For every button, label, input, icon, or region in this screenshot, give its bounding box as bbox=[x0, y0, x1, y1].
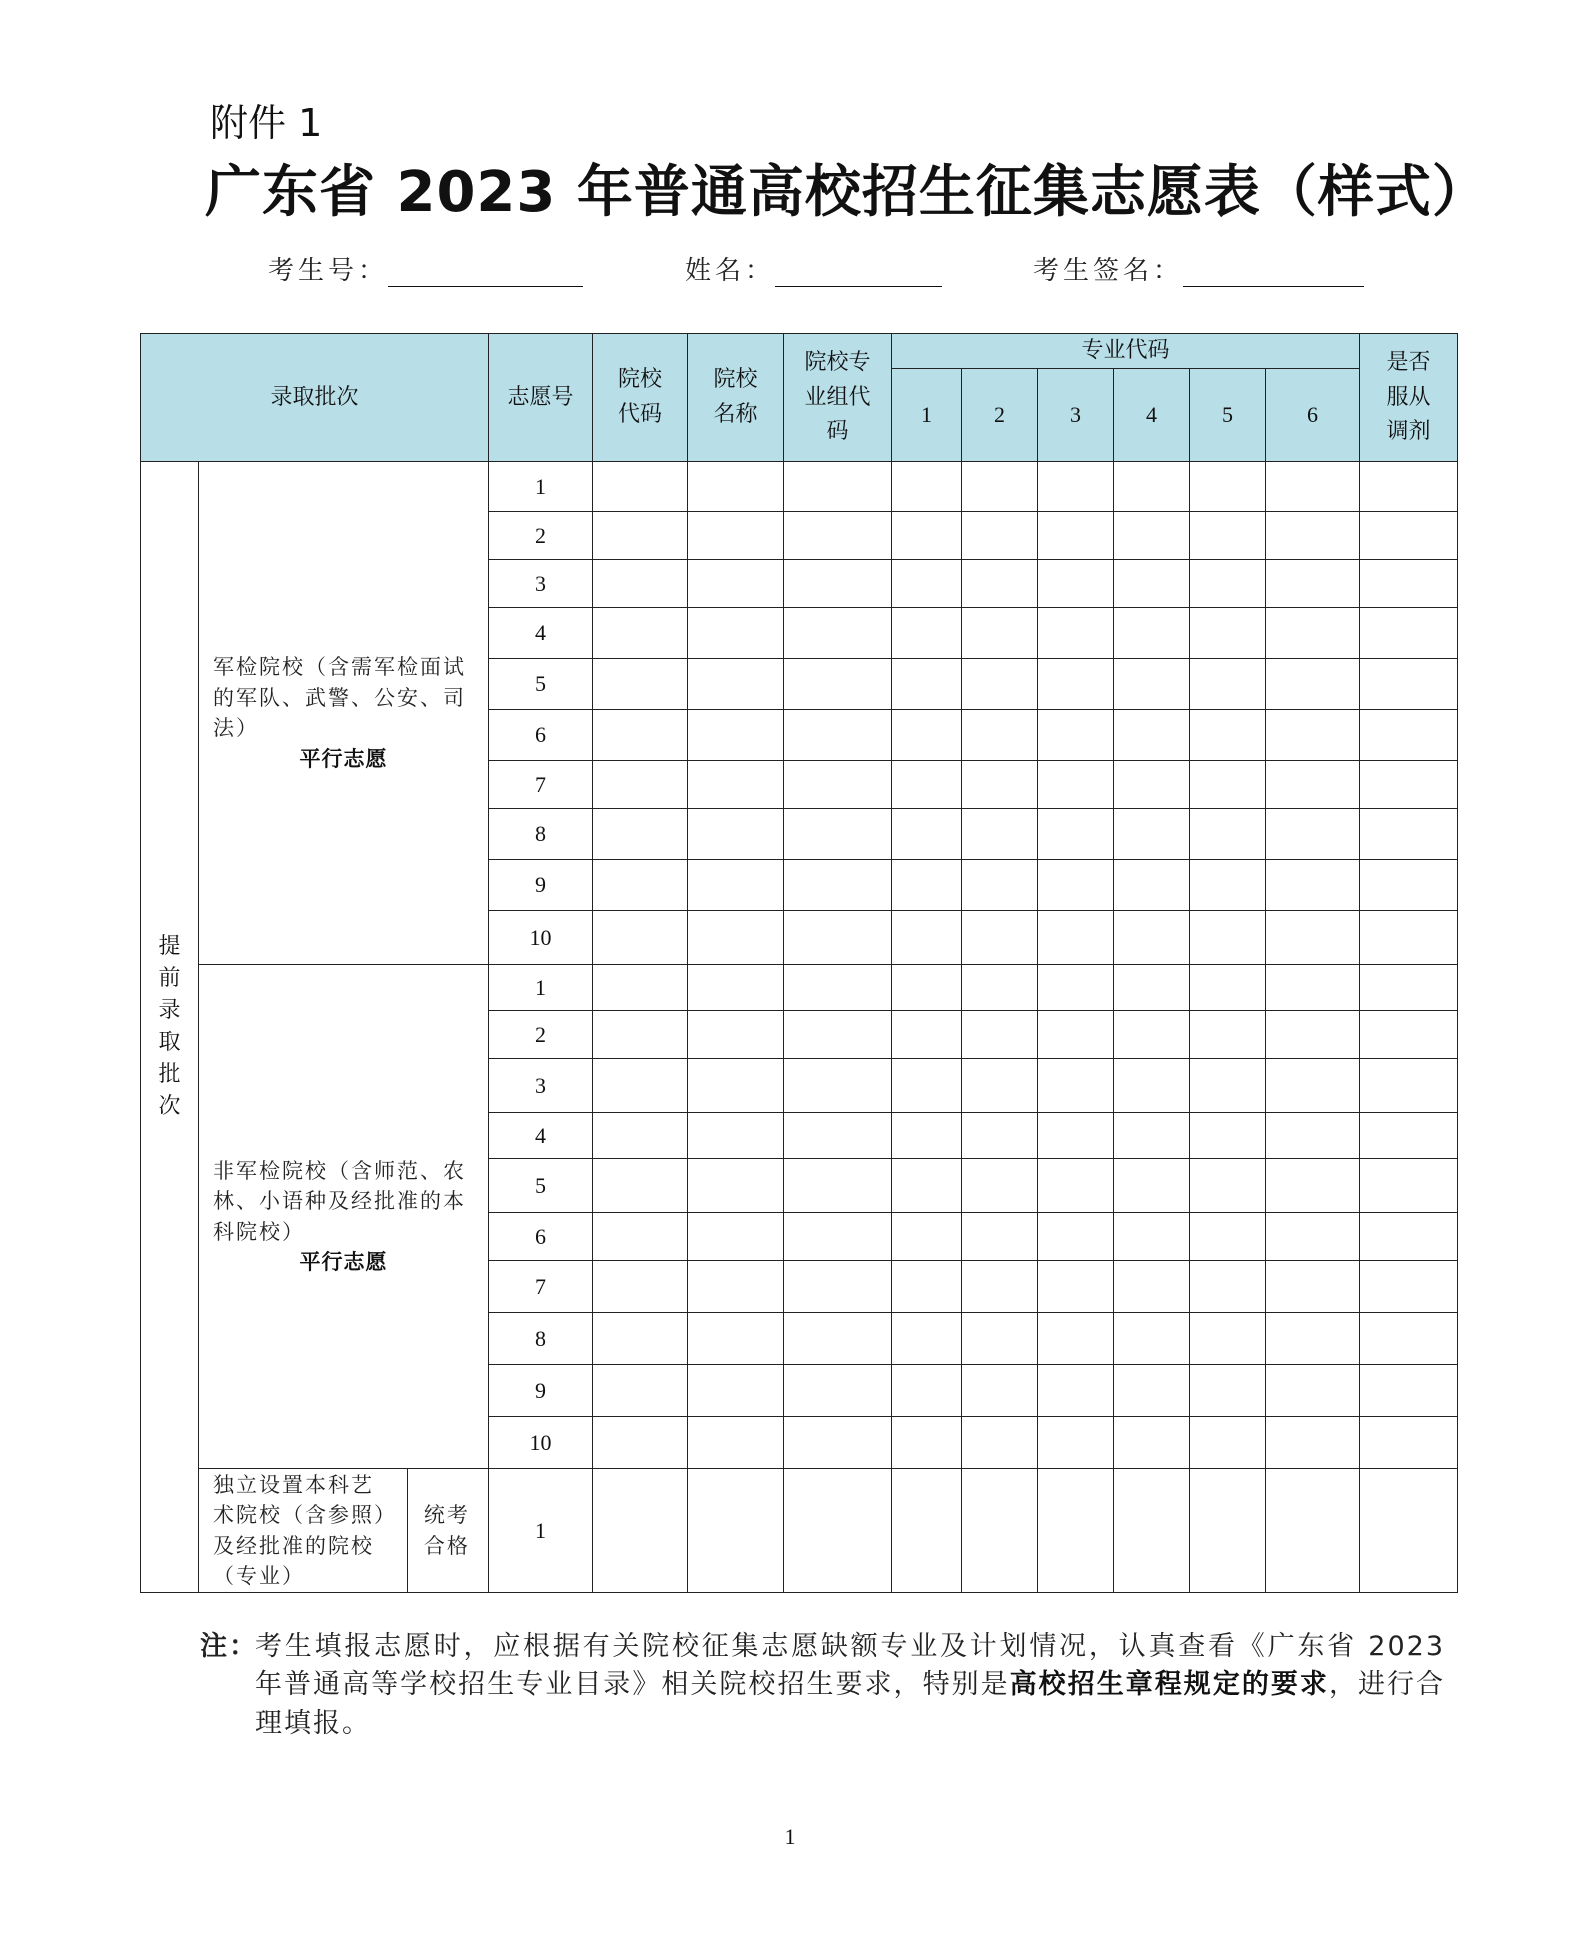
choice-cell-2[interactable] bbox=[688, 1261, 784, 1313]
choice-cell-5[interactable] bbox=[962, 965, 1038, 1011]
choice-cell-9[interactable] bbox=[1266, 965, 1360, 1011]
choice-cell-3[interactable] bbox=[784, 1365, 892, 1417]
choice-cell-7[interactable] bbox=[1114, 710, 1190, 761]
choice-cell-8[interactable] bbox=[1190, 560, 1266, 608]
choice-cell-2[interactable] bbox=[688, 560, 784, 608]
choice-cell-6[interactable] bbox=[1038, 560, 1114, 608]
choice-cell-7[interactable] bbox=[1114, 911, 1190, 965]
choice-cell-10[interactable] bbox=[1360, 560, 1458, 608]
choice-cell-4[interactable] bbox=[892, 1313, 962, 1365]
art-cell-4[interactable] bbox=[892, 1469, 962, 1593]
choice-cell-2[interactable] bbox=[688, 1313, 784, 1365]
choice-cell-5[interactable] bbox=[962, 1113, 1038, 1159]
choice-cell-9[interactable] bbox=[1266, 1365, 1360, 1417]
choice-number: 4 bbox=[489, 1113, 593, 1159]
exam-number-label: 考生号： bbox=[268, 256, 389, 286]
choice-cell-8[interactable] bbox=[1190, 1313, 1266, 1365]
choice-cell-1[interactable] bbox=[593, 1011, 688, 1059]
choice-cell-1[interactable] bbox=[593, 965, 688, 1011]
choice-cell-7[interactable] bbox=[1114, 659, 1190, 710]
choice-cell-7[interactable] bbox=[1114, 860, 1190, 911]
art-cell-1[interactable] bbox=[593, 1469, 688, 1593]
choice-cell-2[interactable] bbox=[688, 512, 784, 560]
choice-cell-9[interactable] bbox=[1266, 860, 1360, 911]
choice-cell-4[interactable] bbox=[892, 1113, 962, 1159]
choice-cell-7[interactable] bbox=[1114, 462, 1190, 512]
choice-cell-4[interactable] bbox=[892, 1365, 962, 1417]
batch-label: 提前录取批次 bbox=[158, 934, 181, 1119]
choice-cell-8[interactable] bbox=[1190, 965, 1266, 1011]
choice-cell-4[interactable] bbox=[892, 809, 962, 860]
choice-cell-10[interactable] bbox=[1360, 965, 1458, 1011]
choice-cell-6[interactable] bbox=[1038, 710, 1114, 761]
choice-number: 9 bbox=[489, 1365, 593, 1417]
choice-cell-7[interactable] bbox=[1114, 512, 1190, 560]
choice-cell-6[interactable] bbox=[1038, 462, 1114, 512]
choice-number: 10 bbox=[489, 911, 593, 965]
choice-cell-6[interactable] bbox=[1038, 809, 1114, 860]
header-major-col-1: 1 bbox=[892, 369, 962, 462]
choice-cell-6[interactable] bbox=[1038, 659, 1114, 710]
choice-cell-3[interactable] bbox=[784, 1011, 892, 1059]
choice-cell-3[interactable] bbox=[784, 1213, 892, 1261]
choice-cell-4[interactable] bbox=[892, 659, 962, 710]
choice-number: 3 bbox=[489, 560, 593, 608]
choice-cell-3[interactable] bbox=[784, 1159, 892, 1213]
choice-number: 4 bbox=[489, 608, 593, 659]
choice-cell-9[interactable] bbox=[1266, 1213, 1360, 1261]
choice-number: 9 bbox=[489, 860, 593, 911]
art-cell-10[interactable] bbox=[1360, 1469, 1458, 1593]
group-sub-label: 平行志愿 bbox=[299, 1250, 388, 1275]
choice-cell-5[interactable] bbox=[962, 608, 1038, 659]
choice-cell-5[interactable] bbox=[962, 560, 1038, 608]
choice-cell-8[interactable] bbox=[1190, 761, 1266, 809]
choice-cell-6[interactable] bbox=[1038, 1417, 1114, 1469]
choice-cell-8[interactable] bbox=[1190, 1059, 1266, 1113]
choice-cell-8[interactable] bbox=[1190, 809, 1266, 860]
choice-cell-8[interactable] bbox=[1190, 1213, 1266, 1261]
choice-cell-5[interactable] bbox=[962, 1011, 1038, 1059]
choice-cell-4[interactable] bbox=[892, 560, 962, 608]
choice-cell-5[interactable] bbox=[962, 1417, 1038, 1469]
signature-label: 考生签名： bbox=[1033, 256, 1184, 286]
choice-number: 1 bbox=[489, 462, 593, 512]
choice-cell-5[interactable] bbox=[962, 710, 1038, 761]
choice-cell-4[interactable] bbox=[892, 1159, 962, 1213]
choice-cell-4[interactable] bbox=[892, 1417, 962, 1469]
choice-cell-9[interactable] bbox=[1266, 659, 1360, 710]
art-cell-3[interactable] bbox=[784, 1469, 892, 1593]
choice-cell-3[interactable] bbox=[784, 1417, 892, 1469]
choice-cell-1[interactable] bbox=[593, 1159, 688, 1213]
choice-cell-7[interactable] bbox=[1114, 1313, 1190, 1365]
choice-cell-1[interactable] bbox=[593, 1213, 688, 1261]
candidate-fields bbox=[0, 250, 1580, 290]
choice-cell-1[interactable] bbox=[593, 710, 688, 761]
choice-cell-8[interactable] bbox=[1190, 608, 1266, 659]
choice-cell-6[interactable] bbox=[1038, 1059, 1114, 1113]
choice-number: 8 bbox=[489, 1313, 593, 1365]
art-cell-5[interactable] bbox=[962, 1469, 1038, 1593]
choice-cell-9[interactable] bbox=[1266, 1059, 1360, 1113]
footnote-bold: 高校招生章程规定的要求 bbox=[1009, 1669, 1329, 1701]
choice-cell-5[interactable] bbox=[962, 1059, 1038, 1113]
choice-cell-3[interactable] bbox=[784, 965, 892, 1011]
choice-cell-8[interactable] bbox=[1190, 860, 1266, 911]
choice-cell-2[interactable] bbox=[688, 608, 784, 659]
choice-cell-7[interactable] bbox=[1114, 965, 1190, 1011]
footnote bbox=[200, 1628, 1445, 1743]
choice-cell-7[interactable] bbox=[1114, 1417, 1190, 1469]
choice-number: 5 bbox=[489, 1159, 593, 1213]
choice-cell-1[interactable] bbox=[593, 1261, 688, 1313]
name-blank[interactable] bbox=[775, 256, 942, 287]
choice-cell-10[interactable] bbox=[1360, 462, 1458, 512]
choice-cell-3[interactable] bbox=[784, 1313, 892, 1365]
choice-cell-1[interactable] bbox=[593, 761, 688, 809]
header-batch: 录取批次 bbox=[141, 334, 489, 462]
choice-cell-10[interactable] bbox=[1360, 809, 1458, 860]
signature-field[interactable] bbox=[1033, 250, 1364, 287]
choice-cell-7[interactable] bbox=[1114, 608, 1190, 659]
choice-cell-1[interactable] bbox=[593, 1059, 688, 1113]
choice-cell-5[interactable] bbox=[962, 462, 1038, 512]
choice-number: 7 bbox=[489, 1261, 593, 1313]
choice-cell-10[interactable] bbox=[1360, 761, 1458, 809]
choice-cell-6[interactable] bbox=[1038, 1159, 1114, 1213]
header-school-code: 院校代码 bbox=[593, 334, 688, 462]
choice-cell-4[interactable] bbox=[892, 462, 962, 512]
choice-cell-8[interactable] bbox=[1190, 1011, 1266, 1059]
choice-cell-5[interactable] bbox=[962, 512, 1038, 560]
choice-cell-10[interactable] bbox=[1360, 1059, 1458, 1113]
choice-cell-5[interactable] bbox=[962, 1213, 1038, 1261]
choice-cell-7[interactable] bbox=[1114, 1059, 1190, 1113]
choice-cell-2[interactable] bbox=[688, 1059, 784, 1113]
header-major-col-5: 5 bbox=[1190, 369, 1266, 462]
choice-cell-1[interactable] bbox=[593, 860, 688, 911]
choice-cell-1[interactable] bbox=[593, 809, 688, 860]
choice-cell-2[interactable] bbox=[688, 761, 784, 809]
choice-cell-4[interactable] bbox=[892, 710, 962, 761]
choice-cell-10[interactable] bbox=[1360, 1113, 1458, 1159]
choice-cell-8[interactable] bbox=[1190, 512, 1266, 560]
choice-cell-3[interactable] bbox=[784, 1261, 892, 1313]
choice-cell-6[interactable] bbox=[1038, 1113, 1114, 1159]
choice-cell-10[interactable] bbox=[1360, 1365, 1458, 1417]
choice-number: 10 bbox=[489, 1417, 593, 1469]
choice-cell-10[interactable] bbox=[1360, 1417, 1458, 1469]
choice-cell-1[interactable] bbox=[593, 560, 688, 608]
choice-cell-3[interactable] bbox=[784, 1113, 892, 1159]
choice-cell-7[interactable] bbox=[1114, 1011, 1190, 1059]
choice-cell-3[interactable] bbox=[784, 1059, 892, 1113]
art-cell-6[interactable] bbox=[1038, 1469, 1114, 1593]
choice-cell-6[interactable] bbox=[1038, 1261, 1114, 1313]
group-label-cell bbox=[199, 462, 489, 965]
choice-cell-10[interactable] bbox=[1360, 659, 1458, 710]
choice-cell-5[interactable] bbox=[962, 860, 1038, 911]
header-group-code: 院校专业组代码 bbox=[784, 334, 892, 462]
choice-cell-3[interactable] bbox=[784, 659, 892, 710]
choice-cell-2[interactable] bbox=[688, 1417, 784, 1469]
art-cell-2[interactable] bbox=[688, 1469, 784, 1593]
choice-cell-2[interactable] bbox=[688, 659, 784, 710]
attachment-label: 附件 1 bbox=[210, 101, 323, 145]
choice-cell-2[interactable] bbox=[688, 1113, 784, 1159]
art-cell-9[interactable] bbox=[1266, 1469, 1360, 1593]
group-label: 军检院校（含需军检面试的军队、武警、公安、司法） bbox=[213, 655, 466, 741]
choice-cell-5[interactable] bbox=[962, 1261, 1038, 1313]
choice-cell-9[interactable] bbox=[1266, 809, 1360, 860]
page-title: 广东省 2023 年普通高校招生征集志愿表（样式） bbox=[205, 160, 1489, 225]
choice-cell-8[interactable] bbox=[1190, 1417, 1266, 1469]
choice-cell-8[interactable] bbox=[1190, 659, 1266, 710]
choice-number: 1 bbox=[489, 1469, 593, 1593]
choice-cell-4[interactable] bbox=[892, 965, 962, 1011]
header-major-col-6: 6 bbox=[1266, 369, 1360, 462]
choice-cell-3[interactable] bbox=[784, 860, 892, 911]
choice-cell-6[interactable] bbox=[1038, 1365, 1114, 1417]
choice-cell-5[interactable] bbox=[962, 1365, 1038, 1417]
choice-cell-6[interactable] bbox=[1038, 1213, 1114, 1261]
choice-cell-2[interactable] bbox=[688, 1365, 784, 1417]
name-label: 姓名： bbox=[685, 256, 776, 286]
choice-cell-5[interactable] bbox=[962, 911, 1038, 965]
choice-cell-5[interactable] bbox=[962, 1159, 1038, 1213]
group-label: 非军检院校（含师范、农林、小语种及经批准的本科院校） bbox=[213, 1158, 466, 1244]
choice-cell-3[interactable] bbox=[784, 809, 892, 860]
header-adjust: 是否服从调剂 bbox=[1360, 334, 1458, 462]
choice-cell-6[interactable] bbox=[1038, 911, 1114, 965]
footnote-text-part1: 考生填报志愿时，应根据有关院校征集志愿缺额专业及计划情况，认真查看《广东省 2023 年普通高等学校招生专业目录》相关院校招生要求，特别是 bbox=[255, 1631, 1445, 1701]
choice-cell-3[interactable] bbox=[784, 710, 892, 761]
choice-cell-5[interactable] bbox=[962, 659, 1038, 710]
choice-cell-10[interactable] bbox=[1360, 1313, 1458, 1365]
choice-number: 6 bbox=[489, 1213, 593, 1261]
choice-cell-4[interactable] bbox=[892, 1261, 962, 1313]
choice-cell-8[interactable] bbox=[1190, 1261, 1266, 1313]
choice-cell-1[interactable] bbox=[593, 911, 688, 965]
choice-cell-6[interactable] bbox=[1038, 761, 1114, 809]
choice-cell-8[interactable] bbox=[1190, 911, 1266, 965]
choice-cell-10[interactable] bbox=[1360, 608, 1458, 659]
choice-cell-7[interactable] bbox=[1114, 560, 1190, 608]
choice-cell-1[interactable] bbox=[593, 608, 688, 659]
choice-cell-10[interactable] bbox=[1360, 512, 1458, 560]
choice-cell-3[interactable] bbox=[784, 512, 892, 560]
choice-cell-10[interactable] bbox=[1360, 1213, 1458, 1261]
choice-cell-4[interactable] bbox=[892, 512, 962, 560]
choice-cell-9[interactable] bbox=[1266, 462, 1360, 512]
choice-cell-10[interactable] bbox=[1360, 860, 1458, 911]
choice-number: 8 bbox=[489, 809, 593, 860]
choice-cell-5[interactable] bbox=[962, 761, 1038, 809]
choice-cell-9[interactable] bbox=[1266, 608, 1360, 659]
art-school-label: 独立设置本科艺术院校（含参照）及经批准的院校（专业） bbox=[199, 1469, 408, 1593]
choice-cell-4[interactable] bbox=[892, 608, 962, 659]
choice-cell-9[interactable] bbox=[1266, 1011, 1360, 1059]
choice-number: 5 bbox=[489, 659, 593, 710]
choice-cell-1[interactable] bbox=[593, 512, 688, 560]
choice-cell-2[interactable] bbox=[688, 911, 784, 965]
exam-number-blank[interactable] bbox=[388, 256, 583, 287]
exam-number-field[interactable] bbox=[268, 250, 583, 287]
choice-cell-4[interactable] bbox=[892, 1059, 962, 1113]
signature-blank[interactable] bbox=[1183, 256, 1364, 287]
choice-number: 1 bbox=[489, 965, 593, 1011]
choice-cell-10[interactable] bbox=[1360, 710, 1458, 761]
choice-cell-8[interactable] bbox=[1190, 1159, 1266, 1213]
choice-cell-2[interactable] bbox=[688, 1213, 784, 1261]
page-number: 1 bbox=[784, 1824, 796, 1849]
group-label-cell bbox=[199, 965, 489, 1469]
choice-cell-2[interactable] bbox=[688, 1011, 784, 1059]
choice-cell-10[interactable] bbox=[1360, 1159, 1458, 1213]
choice-cell-1[interactable] bbox=[593, 1417, 688, 1469]
choice-cell-7[interactable] bbox=[1114, 1213, 1190, 1261]
choice-cell-6[interactable] bbox=[1038, 1313, 1114, 1365]
choice-cell-3[interactable] bbox=[784, 560, 892, 608]
choice-cell-2[interactable] bbox=[688, 1159, 784, 1213]
choice-cell-6[interactable] bbox=[1038, 1011, 1114, 1059]
choice-cell-2[interactable] bbox=[688, 710, 784, 761]
choice-cell-8[interactable] bbox=[1190, 462, 1266, 512]
choice-cell-4[interactable] bbox=[892, 761, 962, 809]
choice-cell-7[interactable] bbox=[1114, 761, 1190, 809]
header-choice-no: 志愿号 bbox=[489, 334, 593, 462]
choice-cell-7[interactable] bbox=[1114, 1113, 1190, 1159]
footnote-text bbox=[255, 1628, 1445, 1743]
choice-cell-9[interactable] bbox=[1266, 911, 1360, 965]
header-major-col-3: 3 bbox=[1038, 369, 1114, 462]
name-field[interactable] bbox=[685, 250, 942, 287]
choice-cell-9[interactable] bbox=[1266, 761, 1360, 809]
table-row bbox=[141, 1469, 1458, 1593]
choice-cell-8[interactable] bbox=[1190, 710, 1266, 761]
choice-cell-1[interactable] bbox=[593, 1113, 688, 1159]
batch-cell bbox=[141, 462, 199, 1593]
choice-cell-1[interactable] bbox=[593, 659, 688, 710]
choice-cell-9[interactable] bbox=[1266, 1113, 1360, 1159]
choice-cell-2[interactable] bbox=[688, 860, 784, 911]
choice-cell-9[interactable] bbox=[1266, 1313, 1360, 1365]
choice-cell-7[interactable] bbox=[1114, 1159, 1190, 1213]
choice-cell-4[interactable] bbox=[892, 860, 962, 911]
choice-cell-3[interactable] bbox=[784, 608, 892, 659]
choice-number: 2 bbox=[489, 1011, 593, 1059]
choice-cell-8[interactable] bbox=[1190, 1113, 1266, 1159]
choice-cell-9[interactable] bbox=[1266, 1159, 1360, 1213]
choice-cell-4[interactable] bbox=[892, 1011, 962, 1059]
choice-cell-9[interactable] bbox=[1266, 1417, 1360, 1469]
choice-cell-6[interactable] bbox=[1038, 512, 1114, 560]
art-exam-type: 统考合格 bbox=[408, 1469, 489, 1593]
choice-cell-9[interactable] bbox=[1266, 512, 1360, 560]
header-major-col-2: 2 bbox=[962, 369, 1038, 462]
art-cell-7[interactable] bbox=[1114, 1469, 1190, 1593]
choice-cell-5[interactable] bbox=[962, 1313, 1038, 1365]
choice-cell-4[interactable] bbox=[892, 911, 962, 965]
group-sub-label: 平行志愿 bbox=[299, 746, 388, 771]
choice-cell-9[interactable] bbox=[1266, 710, 1360, 761]
choice-cell-1[interactable] bbox=[593, 1313, 688, 1365]
choice-cell-2[interactable] bbox=[688, 809, 784, 860]
choice-cell-10[interactable] bbox=[1360, 1261, 1458, 1313]
choice-cell-9[interactable] bbox=[1266, 560, 1360, 608]
choice-number: 2 bbox=[489, 512, 593, 560]
footnote-label: 注： bbox=[200, 1631, 258, 1662]
footnote-text-part2: ，进行合理填报。 bbox=[255, 1669, 1446, 1739]
choice-cell-6[interactable] bbox=[1038, 860, 1114, 911]
choice-cell-9[interactable] bbox=[1266, 1261, 1360, 1313]
choice-cell-2[interactable] bbox=[688, 462, 784, 512]
choice-number: 3 bbox=[489, 1059, 593, 1113]
choice-cell-1[interactable] bbox=[593, 462, 688, 512]
choice-cell-7[interactable] bbox=[1114, 809, 1190, 860]
header-major-col-4: 4 bbox=[1114, 369, 1190, 462]
choice-cell-10[interactable] bbox=[1360, 911, 1458, 965]
choice-cell-6[interactable] bbox=[1038, 608, 1114, 659]
choice-cell-4[interactable] bbox=[892, 1213, 962, 1261]
choice-cell-3[interactable] bbox=[784, 761, 892, 809]
choice-cell-7[interactable] bbox=[1114, 1261, 1190, 1313]
choice-cell-5[interactable] bbox=[962, 809, 1038, 860]
choice-cell-7[interactable] bbox=[1114, 1365, 1190, 1417]
choice-cell-1[interactable] bbox=[593, 1365, 688, 1417]
choice-cell-8[interactable] bbox=[1190, 1365, 1266, 1417]
choice-number: 6 bbox=[489, 710, 593, 761]
header-major-code: 专业代码 bbox=[892, 334, 1360, 369]
choice-cell-6[interactable] bbox=[1038, 965, 1114, 1011]
art-cell-8[interactable] bbox=[1190, 1469, 1266, 1593]
table-row bbox=[141, 462, 1458, 512]
application-table bbox=[140, 333, 1458, 1593]
choice-cell-2[interactable] bbox=[688, 965, 784, 1011]
header-school-name: 院校名称 bbox=[688, 334, 784, 462]
choice-cell-10[interactable] bbox=[1360, 1011, 1458, 1059]
choice-number: 7 bbox=[489, 761, 593, 809]
choice-cell-3[interactable] bbox=[784, 462, 892, 512]
table-row bbox=[141, 965, 1458, 1011]
choice-cell-3[interactable] bbox=[784, 911, 892, 965]
